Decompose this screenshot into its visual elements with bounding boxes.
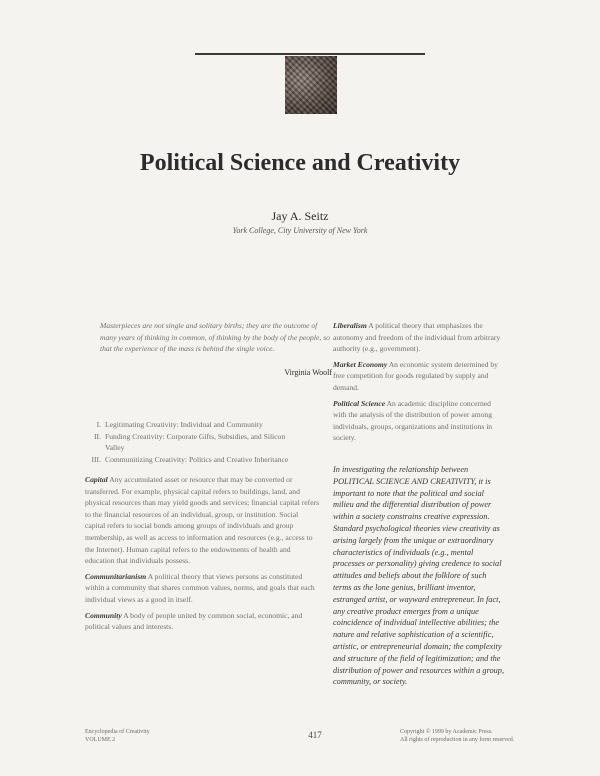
glossary-definition: Any accumulated asset or resource that may be converted or transferred. For example, physical capital refers to buildings, land, and physical resources than may yield goods and services; financial capital refers to the financial resources of an individual, group, or institution. Social capital refers to social bonds among groups of individuals and group membership, as well as access to information and resources (e.g., access to the Internet). Human capital refers to the endowments of health and education that individuals possess. [85,475,320,566]
author-name: Jay A. Seitz [271,209,329,223]
glossary-term: Communitarianism [85,571,147,581]
epigraph-attribution: Virginia Woolf [284,368,332,377]
glossary-definition: A political theory that emphasizes the autonomy and freedom of the individual from arbitrary authority (e.g., government). [333,321,501,354]
page-number: 417 [308,730,322,740]
journal-volume: VOLUME 2 [85,737,116,743]
outline-number: I. [96,420,101,429]
glossary-entry [333,398,503,444]
outline-item [85,431,295,454]
outline-item [85,419,295,431]
glossary-entry [85,610,320,633]
glossary-definition: An economic system determined by free competition for goods regulated by supply and demand. [333,359,498,392]
outline-text: Communitizing Creativity: Politics and Creative Inheritance [105,454,289,464]
glossary-right [333,320,503,448]
glossary-definition: A political theory that views persons as constituted within a community that shares common values, norms, and goals that each individual views as a good in itself. [85,571,315,604]
article-title: Political Science and Creativity [139,150,461,176]
intro-paragraph: In investigating the relationship between POLITICAL SCIENCE AND CREATIVITY, it is important to note that the political and social milieu and the differential distribution of power within a society constrains creative expression. Standard psychological theories view creativity as arising largely from the unique or extraordinary characteristics of individuals (e.g., mental processes or personality) giving credence to social attitudes and beliefs about the folklore of such terms as the lone genius, brilliant inventor, estranged artist, or wayward entrepreneur. In fact, any creative product emerges from a unique coincidence of individual intellective abilities; the nature and relative sophistication of a scientific, artistic, or entrepreneurial domain; the complexity and structure of the field of legitimization; and the distribution of power and resources within a group, community, or society. [333,465,505,687]
glossary-entry [85,571,320,606]
rights-line: All rights of reproduction in any form reserved. [400,737,515,743]
glossary-left [85,474,320,637]
footer-journal [85,728,205,744]
glossary-term: Community [85,610,122,620]
glossary-entry [85,474,320,567]
footer-copyright [400,728,560,744]
ornament-image [285,56,337,114]
outline-text: Funding Creativity: Corporate Gifts, Subsidies, and Silicon Valley [105,431,286,453]
glossary-term: Liberalism [333,321,367,330]
outline-number: III. [91,454,101,464]
journal-name: Encyclopedia of Creativity [85,729,150,735]
article-outline [85,419,295,465]
outline-number: II. [94,431,101,441]
outline-text: Legitimating Creativity: Individual and Community [105,420,263,429]
author-affiliation: York College, City University of New York [232,226,368,235]
glossary-entry [333,320,503,355]
epigraph-text: Masterpieces are not single and solitary births; they are the outcome of many years of thinking in common, of thinking by the body of the people, so that the experience of the mass is behind the single voice. [100,321,330,354]
header-rule [195,53,425,55]
glossary-definition: An academic discipline concerned with the analysis of the distribution of power among individuals, groups, organizations and institutions in society. [333,398,493,443]
glossary-term: Political Science [333,398,386,408]
glossary-term: Market Economy [333,359,388,369]
glossary-entry [333,359,503,394]
glossary-definition: A body of people united by common social, economic, and political values and interests. [85,610,303,632]
copyright-line: Copyright © 1999 by Academic Press. [400,729,493,735]
outline-item [85,454,295,466]
glossary-term: Capital [85,475,108,484]
